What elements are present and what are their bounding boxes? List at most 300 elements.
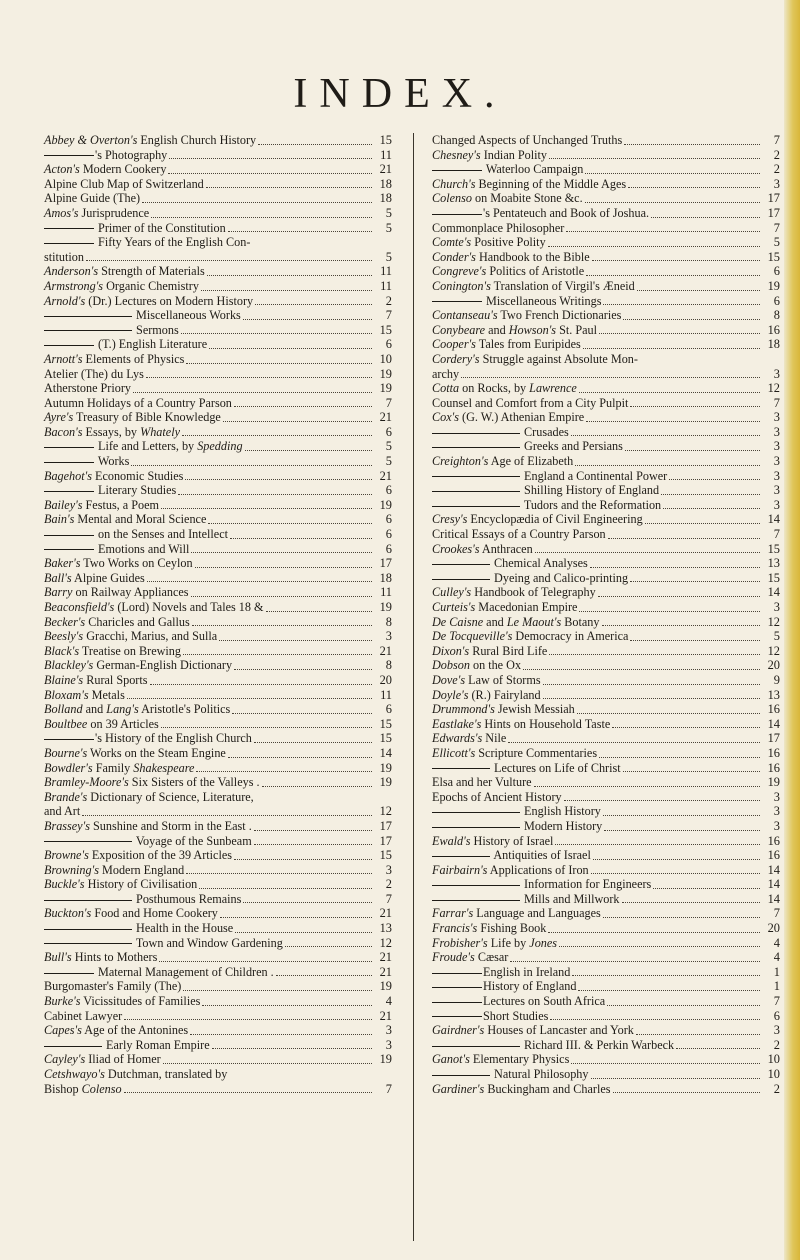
index-entry xyxy=(44,527,392,542)
ditto-rule xyxy=(432,827,520,828)
entry-text: Atherstone Priory xyxy=(44,381,131,396)
page-number: 3 xyxy=(773,497,780,512)
dot-leader xyxy=(254,742,372,743)
page-number: 6 xyxy=(385,483,392,498)
index-entry xyxy=(44,1023,392,1038)
dot-leader xyxy=(663,508,760,509)
page-number: 7 xyxy=(773,994,780,1009)
entry-text: and xyxy=(483,614,507,629)
page-number: 5 xyxy=(773,629,780,644)
index-entry xyxy=(44,352,392,367)
index-entry xyxy=(44,250,392,265)
entry-text: Early Roman Empire xyxy=(103,1037,210,1052)
page-number: 12 xyxy=(379,935,392,950)
page-number: 16 xyxy=(767,848,780,863)
entry-title xyxy=(432,804,601,819)
dot-leader xyxy=(161,508,372,509)
page-number: 9 xyxy=(773,672,780,687)
entry-text: (G. W.) Athenian Empire xyxy=(458,410,585,425)
page-number: 13 xyxy=(767,556,780,571)
ditto-rule xyxy=(44,841,132,842)
entry-text: Beginning of the Middle Ages xyxy=(475,176,627,191)
dot-leader xyxy=(163,1063,372,1064)
ditto-rule xyxy=(44,943,132,944)
entry-text: Greeks and Persians xyxy=(521,439,623,454)
index-entry xyxy=(44,1009,392,1024)
entry-text: Two Works on Ceylon xyxy=(80,556,193,571)
ditto-rule xyxy=(432,564,490,565)
entry-text: Nile xyxy=(482,731,507,746)
entry-title xyxy=(432,746,597,761)
index-entry xyxy=(432,410,780,425)
page-number: 19 xyxy=(767,775,780,790)
index-entry xyxy=(432,819,780,834)
ditto-rule xyxy=(44,739,94,740)
dot-leader xyxy=(608,538,760,539)
dot-leader xyxy=(461,377,760,378)
entry-title xyxy=(432,367,459,382)
index-entry xyxy=(432,250,780,265)
entry-author: Farrar's xyxy=(432,906,474,921)
dot-leader xyxy=(133,392,372,393)
entry-text: and Art xyxy=(44,804,81,819)
entry-text: Modern England xyxy=(98,862,185,877)
entry-title xyxy=(432,1052,569,1067)
entry-title xyxy=(432,877,651,892)
entry-title xyxy=(44,337,207,352)
entry-title xyxy=(44,804,80,819)
entry-author: Bramley-Moore's xyxy=(44,775,129,790)
page-number: 7 xyxy=(773,133,780,147)
entry-title xyxy=(432,950,508,965)
ditto-rule xyxy=(44,243,94,244)
entry-text: Translation of Virgil's Æneid xyxy=(490,278,635,293)
entry-text: Dutchman, translated by xyxy=(104,1067,228,1081)
dot-leader xyxy=(550,1019,760,1020)
index-entry xyxy=(432,483,780,498)
index-entry xyxy=(44,673,392,688)
entry-author: Ewald's xyxy=(432,833,471,848)
dot-leader xyxy=(235,932,372,933)
entry-title xyxy=(44,746,226,761)
page-number: 5 xyxy=(385,205,392,220)
dot-leader xyxy=(201,290,372,291)
dot-leader xyxy=(637,290,760,291)
dot-leader xyxy=(571,1063,760,1064)
index-entry xyxy=(44,936,392,951)
entry-text: Maternal Management of Children . xyxy=(95,964,274,979)
index-entry xyxy=(44,892,392,907)
page-number: 10 xyxy=(379,351,392,366)
page-number: 18 xyxy=(379,191,392,206)
entry-title xyxy=(44,454,129,469)
ditto-rule xyxy=(432,579,490,580)
dot-leader xyxy=(258,144,372,145)
entry-title xyxy=(44,498,159,513)
entry-text: Miscellaneous Works xyxy=(133,308,241,323)
dot-leader xyxy=(191,596,372,597)
index-entry xyxy=(432,542,780,557)
index-entry xyxy=(432,381,780,396)
ditto-rule xyxy=(432,1046,520,1047)
entry-author: Arnott's xyxy=(44,351,83,366)
entry-author: Amos's xyxy=(44,205,79,220)
entry-author: De Tocqueville's xyxy=(432,629,513,644)
entry-title xyxy=(44,177,204,192)
entry-author: Browne's xyxy=(44,848,89,863)
entry-title xyxy=(432,279,635,294)
entry-text: Applications of Iron xyxy=(487,862,589,877)
entry-author: Black's xyxy=(44,643,80,658)
page-number: 6 xyxy=(773,1008,780,1023)
entry-text: Gracchi, Marius, and Sulla xyxy=(83,629,218,644)
index-entry xyxy=(44,571,392,586)
entry-title xyxy=(432,235,546,250)
entry-text: Chemical Analyses xyxy=(491,556,588,571)
entry-title xyxy=(432,1023,634,1038)
dot-leader xyxy=(599,333,760,334)
entry-title xyxy=(44,1052,161,1067)
page-number: 13 xyxy=(379,921,392,936)
dot-leader xyxy=(535,552,760,553)
index-entry xyxy=(44,775,392,790)
entry-text: Treatise on Brewing xyxy=(79,643,181,658)
entry-title xyxy=(432,979,576,994)
dot-leader xyxy=(232,713,372,714)
ditto-rule xyxy=(44,447,94,448)
index-entry xyxy=(44,425,392,440)
entry-title xyxy=(432,177,626,192)
entry-text: Anthracen xyxy=(479,541,533,556)
ditto-rule xyxy=(432,447,520,448)
index-entry xyxy=(44,848,392,863)
page-number: 5 xyxy=(385,249,392,264)
dot-leader xyxy=(206,187,372,188)
index-entry xyxy=(432,221,780,236)
entry-title xyxy=(44,323,179,338)
entry-title xyxy=(44,658,232,673)
entry-title xyxy=(432,673,541,688)
entry-text: Dyeing and Calico-printing xyxy=(491,570,629,585)
index-entry xyxy=(44,308,392,323)
entry-author: Dixon's xyxy=(432,643,470,658)
page-number: 18 xyxy=(379,176,392,191)
index-entry xyxy=(432,688,780,703)
entry-text: Rural Bird Life xyxy=(469,643,548,658)
ditto-rule xyxy=(432,987,482,988)
page-number: 3 xyxy=(773,483,780,498)
index-entry xyxy=(432,1082,780,1097)
entry-title xyxy=(432,191,583,206)
dot-leader xyxy=(131,465,372,466)
entry-title xyxy=(432,556,588,571)
entry-author: Brande's xyxy=(44,789,88,804)
index-entry xyxy=(432,979,780,994)
entry-title xyxy=(432,921,546,936)
entry-text: Short Studies xyxy=(483,1008,549,1023)
dot-leader xyxy=(86,260,372,261)
entry-text: Shilling History of England xyxy=(521,483,660,498)
dot-leader xyxy=(543,684,760,685)
dot-leader xyxy=(651,217,760,218)
entry-author: Bowdler's xyxy=(44,760,93,775)
index-entry xyxy=(432,717,780,732)
index-entry xyxy=(432,1067,780,1082)
entry-text: Exposition of the 39 Articles xyxy=(88,848,232,863)
entry-title xyxy=(432,294,601,309)
ditto-rule xyxy=(432,506,520,507)
entry-author: Cotta xyxy=(432,381,460,396)
entry-text: Life and Letters, by xyxy=(95,439,198,454)
dot-leader xyxy=(591,873,760,874)
entry-text: 's History of the English Church xyxy=(95,731,252,746)
index-entry xyxy=(432,425,780,440)
entry-text: Aristotle's Politics xyxy=(138,702,231,717)
dot-leader xyxy=(602,625,761,626)
index-entry xyxy=(44,162,392,177)
entry-title xyxy=(432,702,575,717)
entry-author: Gairdner's xyxy=(432,1023,485,1038)
dot-leader xyxy=(254,844,372,845)
entry-author: Conington's xyxy=(432,278,491,293)
index-entry xyxy=(432,337,780,352)
dot-leader xyxy=(598,596,760,597)
index-entry xyxy=(432,396,780,411)
entry-text: Posthumous Remains xyxy=(133,891,242,906)
index-entry xyxy=(44,906,392,921)
entry-title xyxy=(432,206,649,221)
dot-leader xyxy=(178,494,372,495)
index-entry xyxy=(432,469,780,484)
index-entry xyxy=(44,148,392,163)
entry-title xyxy=(432,148,547,163)
entry-text: (Dr.) Lectures on Modern History xyxy=(85,293,254,308)
index-entry xyxy=(44,367,392,382)
entry-title xyxy=(44,352,184,367)
index-entry xyxy=(44,177,392,192)
entry-author: Lang's xyxy=(106,702,139,717)
entry-title xyxy=(44,1038,210,1053)
ditto-rule xyxy=(44,330,132,331)
dot-leader xyxy=(572,975,760,976)
index-entry xyxy=(432,775,780,790)
page-number: 14 xyxy=(379,745,392,760)
entry-text: Family xyxy=(92,760,134,775)
page-number: 3 xyxy=(385,629,392,644)
dot-leader xyxy=(196,771,372,772)
dot-leader xyxy=(182,435,372,436)
entry-text: Mills and Millwork xyxy=(521,891,620,906)
dot-leader xyxy=(586,421,760,422)
entry-text: Indian Polity xyxy=(480,147,547,162)
entry-text: on the Senses and Intellect xyxy=(95,527,229,542)
page-number: 11 xyxy=(380,278,392,293)
entry-text: Jewish Messiah xyxy=(494,702,575,717)
page-number: 15 xyxy=(379,731,392,746)
dot-leader xyxy=(559,946,760,947)
entry-title xyxy=(432,133,622,148)
index-entry xyxy=(44,235,392,250)
dot-leader xyxy=(612,727,760,728)
dot-leader xyxy=(195,567,372,568)
page-gilt-edge xyxy=(784,0,800,1260)
entry-text: Life by xyxy=(487,935,530,950)
entry-text: Voyage of the Sunbeam xyxy=(133,833,252,848)
index-entry xyxy=(44,483,392,498)
page-number: 5 xyxy=(385,439,392,454)
page-number: 2 xyxy=(773,147,780,162)
entry-title xyxy=(44,512,206,527)
entry-title xyxy=(44,396,232,411)
dot-leader xyxy=(630,640,760,641)
entry-text: Handbook of Telegraphy xyxy=(471,585,596,600)
entry-title xyxy=(44,469,183,484)
page-number: 7 xyxy=(773,395,780,410)
index-entry xyxy=(432,731,780,746)
entry-text: Handbook to the Bible xyxy=(475,249,590,264)
ditto-rule xyxy=(44,1046,102,1047)
dot-leader xyxy=(624,144,760,145)
entry-text: on Rocks, by xyxy=(459,381,530,396)
page-number: 7 xyxy=(385,308,392,323)
entry-author: Doyle's xyxy=(432,687,469,702)
entry-text: Health in the House xyxy=(133,921,234,936)
ditto-rule xyxy=(432,973,482,974)
index-entry xyxy=(44,410,392,425)
entry-title xyxy=(44,673,148,688)
index-entry xyxy=(432,804,780,819)
page-number: 7 xyxy=(385,891,392,906)
page-number: 16 xyxy=(767,745,780,760)
entry-text: Strength of Materials xyxy=(98,264,205,279)
page-number: 11 xyxy=(380,264,392,279)
index-entry xyxy=(432,921,780,936)
page-number: 7 xyxy=(773,220,780,235)
page-number: 21 xyxy=(379,964,392,979)
entry-title xyxy=(44,308,241,323)
page-number: 16 xyxy=(767,760,780,775)
entry-author: Church's xyxy=(432,176,476,191)
entry-author: Bourne's xyxy=(44,745,88,760)
dot-leader xyxy=(212,1048,372,1049)
ditto-rule xyxy=(44,228,94,229)
entry-text: Primer of the Constitution xyxy=(95,220,226,235)
entry-title xyxy=(44,235,250,250)
entry-text: Organic Chemistry xyxy=(103,278,199,293)
index-entry xyxy=(432,527,780,542)
page-number: 6 xyxy=(385,541,392,556)
page-number: 3 xyxy=(773,176,780,191)
page-number: 21 xyxy=(379,950,392,965)
dot-leader xyxy=(575,465,760,466)
index-entry xyxy=(432,177,780,192)
page-number: 7 xyxy=(385,1081,392,1096)
entry-text: Age of Elizabeth xyxy=(488,454,574,469)
index-entry xyxy=(44,702,392,717)
page-number: 10 xyxy=(767,1052,780,1067)
page-number: 20 xyxy=(767,921,780,936)
dot-leader xyxy=(593,859,760,860)
entry-author: Creighton's xyxy=(432,454,489,469)
dot-leader xyxy=(676,1048,760,1049)
page-number: 17 xyxy=(767,205,780,220)
index-entry xyxy=(44,965,392,980)
page-number: 12 xyxy=(767,381,780,396)
index-column-right xyxy=(432,133,780,1096)
entry-text: Tales from Euripides xyxy=(475,337,581,352)
entry-author: Cresy's xyxy=(432,512,468,527)
index-entry xyxy=(432,1023,780,1038)
entry-text: Food and Home Cookery xyxy=(91,906,218,921)
entry-title xyxy=(44,556,193,571)
entry-title xyxy=(44,206,149,221)
entry-text: stitution xyxy=(44,249,84,264)
entry-author: Baker's xyxy=(44,556,81,571)
dot-leader xyxy=(186,873,372,874)
dot-leader xyxy=(603,917,760,918)
entry-text: Charicles and Gallus xyxy=(85,614,190,629)
index-entry xyxy=(44,717,392,732)
entry-author: Ayre's xyxy=(44,410,74,425)
entry-author: Ganot's xyxy=(432,1052,470,1067)
entry-title xyxy=(44,979,181,994)
dot-leader xyxy=(209,348,372,349)
entry-title xyxy=(44,834,252,849)
entry-author: Beaconsfield's xyxy=(44,600,115,614)
entry-title xyxy=(44,761,194,776)
entry-author: Beesly's xyxy=(44,629,84,644)
index-entry xyxy=(432,571,780,586)
dot-leader xyxy=(234,859,372,860)
page-number: 19 xyxy=(767,278,780,293)
entry-author: Shakespeare xyxy=(133,760,195,775)
dot-leader xyxy=(142,202,372,203)
page-number: 19 xyxy=(379,775,392,790)
entry-title xyxy=(44,264,205,279)
entry-title xyxy=(432,790,562,805)
index-entry xyxy=(432,191,780,206)
page-number: 5 xyxy=(385,220,392,235)
entry-author: Armstrong's xyxy=(44,278,104,293)
entry-title xyxy=(432,571,628,586)
page-number: 8 xyxy=(773,308,780,323)
entry-text: Treasury of Bible Knowledge xyxy=(73,410,221,425)
entry-title xyxy=(432,396,628,411)
entry-title xyxy=(432,439,623,454)
entry-text: History of Civilisation xyxy=(84,877,198,892)
entry-title xyxy=(432,483,659,498)
entry-author: Curteis's xyxy=(432,600,476,614)
ditto-rule xyxy=(432,856,490,857)
page-number: 3 xyxy=(773,454,780,469)
entry-text: Age of the Antonines xyxy=(81,1023,189,1038)
index-entry xyxy=(44,804,392,819)
dot-leader xyxy=(549,158,760,159)
entry-title xyxy=(432,1067,589,1082)
page-number: 5 xyxy=(385,454,392,469)
index-entry xyxy=(432,352,780,367)
entry-title xyxy=(44,279,199,294)
index-entry xyxy=(44,337,392,352)
dot-leader xyxy=(508,742,760,743)
page-number: 12 xyxy=(767,643,780,658)
entry-title xyxy=(44,148,167,163)
index-entry xyxy=(432,658,780,673)
entry-title xyxy=(44,921,233,936)
dot-leader xyxy=(228,231,372,232)
ditto-rule xyxy=(44,316,132,317)
index-entry xyxy=(432,644,780,659)
